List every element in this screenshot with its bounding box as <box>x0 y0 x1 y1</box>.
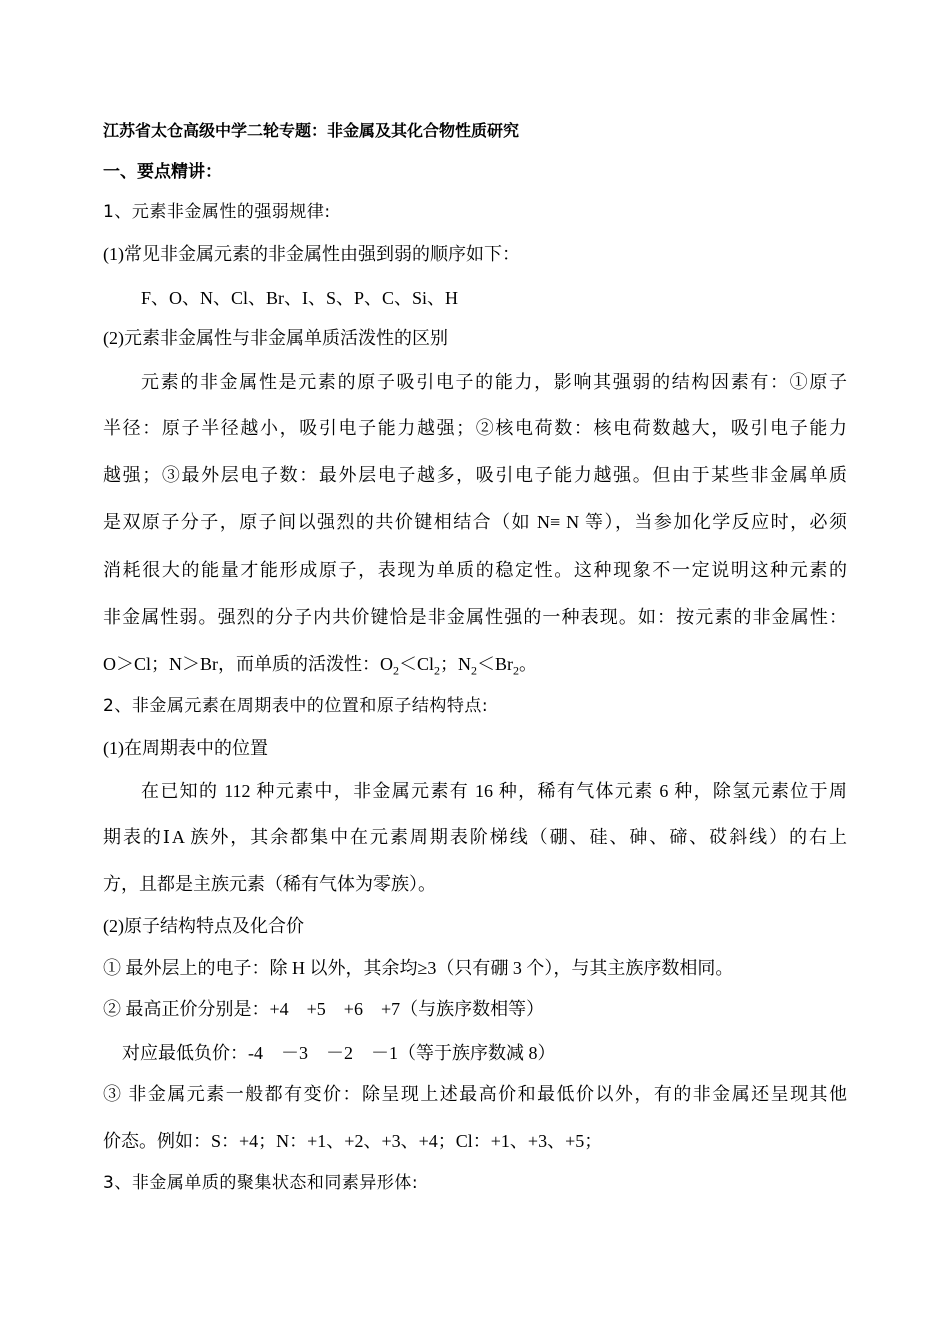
paragraph-line: 消耗很大的能量才能形成原子，表现为单质的稳定性。这种现象不一定说明这种元素的 <box>103 560 847 580</box>
paragraph-line: 方，且都是主族元素（稀有气体为零族）。 <box>103 874 436 894</box>
paragraph-label-structure-valence: (2)原子结构特点及化合价 <box>103 916 304 936</box>
paragraph-line-formula <box>103 652 537 676</box>
list-item-highest-valence: ② 最高正价分别是：+4 +5 +6 +7（与族序数相等） <box>103 999 545 1019</box>
paragraph-label-difference: (2)元素非金属性与非金属单质活泼性的区别 <box>103 328 448 348</box>
subscript: 2 <box>471 663 478 678</box>
subsection-heading-aggregation-allotropes: 3、非金属单质的聚集状态和同素异形体: <box>103 1173 419 1193</box>
paragraph-label-order: (1)常见非金属元素的非金属性由强到弱的顺序如下： <box>103 244 520 264</box>
list-item-variable-valence: ③ 非金属元素一般都有变价：除呈现上述最高价和最低价以外，有的非金属还呈现其他 <box>103 1084 847 1104</box>
formula-text: 。 <box>519 654 538 674</box>
document-title: 江苏省太仓高级中学二轮专题：非金属及其化合物性质研究 <box>103 121 520 140</box>
subscript: 2 <box>393 663 400 678</box>
paragraph-line: 是双原子分子，原子间以强烈的共价键相结合（如 N≡ N 等），当参加化学反应时，必须 <box>103 512 847 532</box>
paragraph-label-position: (1)在周期表中的位置 <box>103 738 268 758</box>
formula-text: ＜Cl <box>399 654 435 674</box>
list-item-variable-valence-example: 价态。例如：S：+4；N：+1、+2、+3、+4；Cl：+1、+3、+5； <box>103 1131 603 1151</box>
paragraph-line: 元素的非金属性是元素的原子吸引电子的能力，影响其强弱的结构因素有：①原子 <box>141 372 847 392</box>
subsection-heading-position-structure: 2、非金属元素在周期表中的位置和原子结构特点: <box>103 696 489 716</box>
paragraph-line: 期表的ⅠA 族外，其余都集中在元素周期表阶梯线（硼、硅、砷、碲、砹斜线）的右上 <box>103 827 847 847</box>
formula-text: O＞Cl；N＞Br，而单质的活泼性：O <box>103 654 394 674</box>
paragraph-line: 越强；③最外层电子数：最外层电子越多，吸引电子能力越强。但由于某些非金属单质 <box>103 465 847 485</box>
list-item-outer-electrons: ① 最外层上的电子：除 H 以外，其余均≥3（只有硼 3 个），与其主族序数相同。 <box>103 958 734 978</box>
subscript: 2 <box>434 663 441 678</box>
paragraph-line: 非金属性弱。强烈的分子内共价键恰是非金属性强的一种表现。如：按元素的非金属性： <box>103 607 847 627</box>
formula-text: ＜Br <box>477 654 514 674</box>
list-item-lowest-valence: 对应最低负价：-4 －3 －2 －1（等于族序数减 8） <box>122 1043 556 1063</box>
element-order-list: F、O、N、Cl、Br、I、S、P、C、Si、H <box>141 288 459 308</box>
subscript: 2 <box>513 663 520 678</box>
subsection-heading-nonmetallic-strength: 1、元素非金属性的强弱规律: <box>103 202 331 222</box>
formula-text: ；N <box>440 654 472 674</box>
paragraph-line: 在已知的 112 种元素中，非金属元素有 16 种，稀有气体元素 6 种，除氢元素位于周 <box>141 781 847 801</box>
section-heading-key-points: 一、要点精讲： <box>103 162 222 182</box>
paragraph-line: 半径：原子半径越小，吸引电子能力越强；②核电荷数：核电荷数越大，吸引电子能力 <box>103 418 847 438</box>
